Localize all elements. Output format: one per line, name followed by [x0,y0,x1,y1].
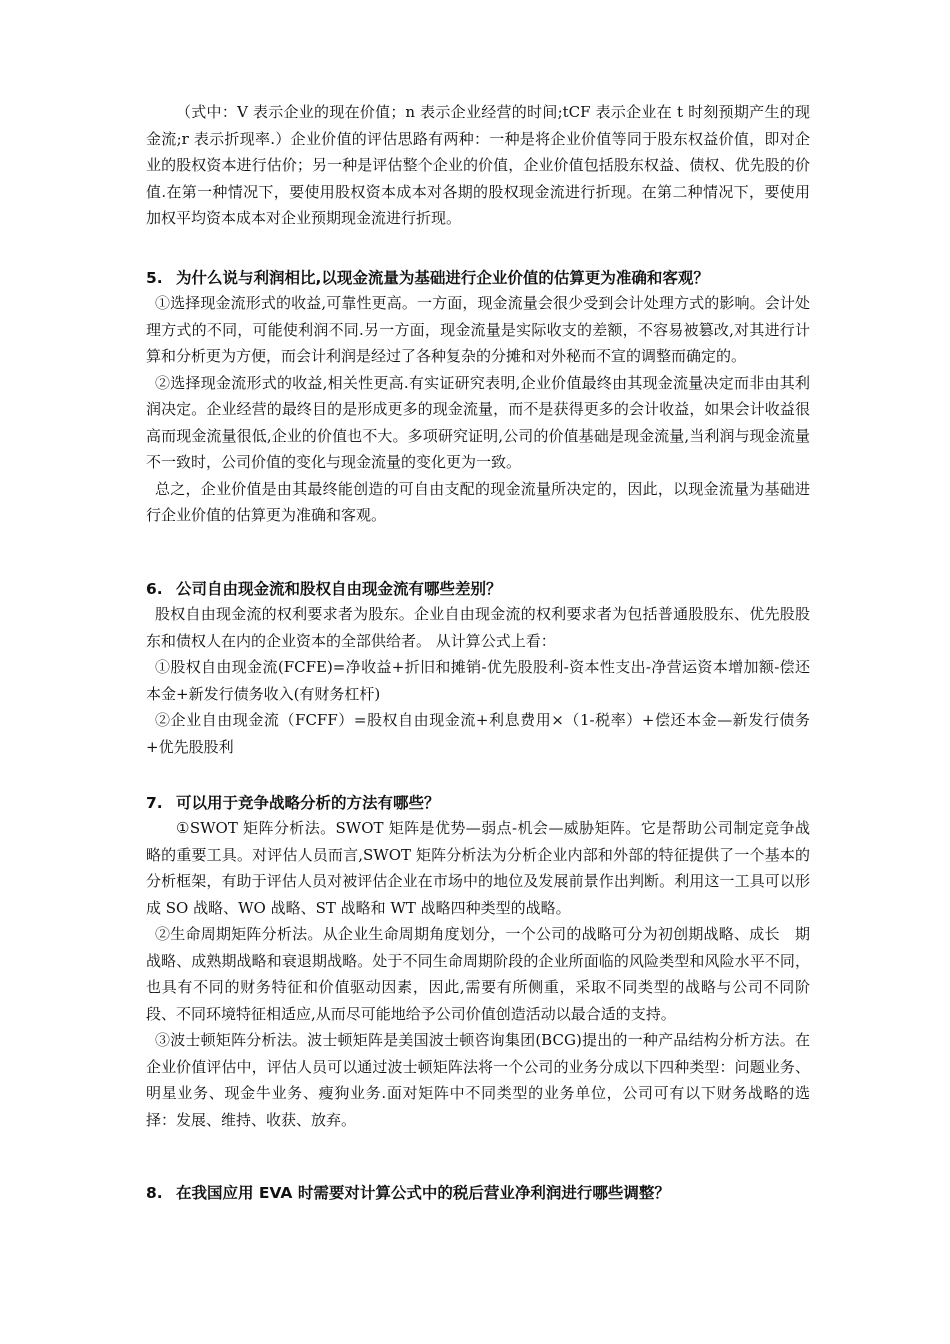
q7-paragraph-lifecycle: ②生命周期矩阵分析法。从企业生命周期角度划分，一个公司的战略可分为初创期战略、成长 期战略、成熟期战略和衰退期战略。处于不同生命周期阶段的企业所面临的风险类型和风险水平不同，也具有不同的财务特征和价值驱动因素，因此,需要有所侧重，采取不同类型的战略与公司不同阶段、不同环境特征相适应,从而尽可能地给予公司价值创造活动以最合适的支持。 [146,925,810,1023]
intro-paragraph: （式中：V 表示企业的现在价值；n 表示企业经营的时间;tCF 表示企业在 t 时刻预期产生的现金流;r 表示折现率.）企业价值的评估思路有两种：一种是将企业价值等同于股东权益价值，即对企业的股权资本进行估价；另一种是评估整个企业的价值，企业价值包括股东权益、债权、优先股的价值.在第一种情况下，要使用股权资本成本对各期的股权现金流进行折现。在第二种情况下，要使用加权平均资本成本对企业预期现金流进行折现。 [146,103,810,227]
q6-paragraph-claimants: 股权自由现金流的权利要求者为股东。企业自由现金流的权利要求者为包括普通股股东、优先股股东和债权人在内的企业资本的全部供给者。 从计算公式上看： [146,605,810,650]
question-6-number: 6. [146,580,163,598]
question-6-answer [146,601,810,760]
question-5-heading [146,265,826,291]
q6-paragraph-fcff: ②企业自由现金流（FCFF）=股权自由现金流+利息费用×（1-税率）+偿还本金—新发行债务+优先股股利 [146,711,810,756]
question-7-answer [146,815,810,1133]
intro-section [146,99,810,232]
q6-paragraph-fcfe: ①股权自由现金流(FCFE)=净收益+折旧和摊销-优先股股利-资本性支出-净营运资本增加额-偿还本金+新发行债务收入(有财务杠杆) [146,658,810,703]
question-6-heading [146,576,826,602]
question-6-title: 公司自由现金流和股权自由现金流有哪些差别？ [176,580,502,598]
question-8-title: 在我国应用 EVA 时需要对计算公式中的税后营业净利润进行哪些调整？ [176,1184,670,1202]
question-5-title: 为什么说与利润相比,以现金流量为基础进行企业价值的估算更为准确和客观？ [176,269,709,287]
q7-paragraph-bcg: ③波士顿矩阵分析法。波士顿矩阵是美国波士顿咨询集团(BCG)提出的一种产品结构分析方法。在企业价值评估中，评估人员可以通过波士顿矩阵法将一个公司的业务分成以下四种类型：问题业务、明星业务、现金牛业务、瘦狗业务.面对矩阵中不同类型的业务单位，公司可有以下财务战略的选择：发展、维持、收获、放弃。 [146,1031,810,1129]
question-7-number: 7. [146,794,163,812]
question-7-title: 可以用于竞争战略分析的方法有哪些？ [176,794,440,812]
question-7-heading [146,790,826,816]
q7-paragraph-swot: ①SWOT 矩阵分析法。SWOT 矩阵是优势—弱点-机会—威胁矩阵。它是帮助公司制定竞争战略的重要工具。对评估人员而言,SWOT 矩阵分析法为分析企业内部和外部的特征提供了一个基本的分析框架，有助于评估人员对被评估企业在市场中的地位及发展前景作出判断。利用这一工具可以形成 SO 战略、WO 战略、ST 战略和 WT 战略四种类型的战略。 [146,819,810,917]
q5-paragraph-reliability: ①选择现金流形式的收益,可靠性更高。一方面，现金流量会很少受到会计处理方式的影响。会计处理方式的不同，可能使利润不同.另一方面，现金流量是实际收支的差额，不容易被篡改,对其进行计算和分析更为方便，而会计利润是经过了各种复杂的分摊和对外秘而不宣的调整而确定的。 [146,294,810,365]
q5-paragraph-summary: 总之，企业价值是由其最终能创造的可自由支配的现金流量所决定的，因此，以现金流量为基础进行企业价值的估算更为准确和客观。 [146,479,810,524]
question-8-number: 8. [146,1184,163,1202]
question-5-number: 5. [146,269,163,287]
q5-paragraph-relevance: ②选择现金流形式的收益,相关性更高.有实证研究表明,企业价值最终由其现金流量决定而非由其利润决定。企业经营的最终目的是形成更多的现金流量，而不是获得更多的会计收益，如果会计收益很高而现金流量很低,企业的价值也不大。多项研究证明,公司的价值基础是现金流量,当利润与现金流量不一致时，公司价值的变化与现金流量的变化更为一致。 [146,373,810,471]
question-8-heading [146,1180,826,1206]
question-5-answer [146,290,810,529]
